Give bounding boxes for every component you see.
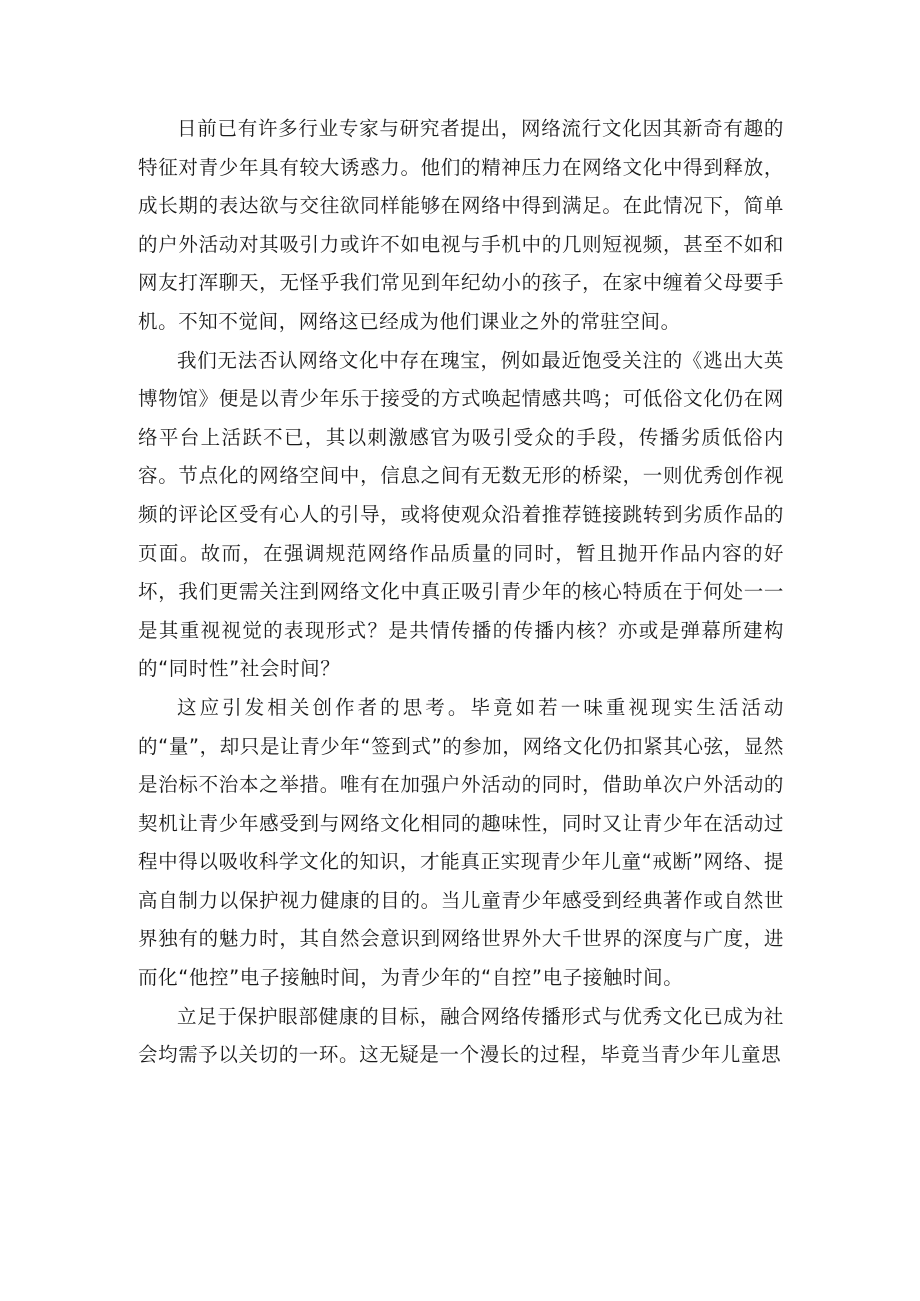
body-text (138, 110, 784, 1075)
paragraph-2: 我们无法否认网络文化中存在瑰宝，例如最近饱受关注的《逃出大英博物馆》便是以青少年乐于接受的方式唤起情感共鸣；可低俗文化仍在网络平台上活跃不已，其以刺激感官为吸引受众的手段，传播劣质低俗内容。节点化的网络空间中，信息之间有无数无形的桥梁，一则优秀创作视频的评论区受有心人的引导，或将使观众沿着推荐链接跳转到劣质作品的页面。故而，在强调规范网络作品质量的同时，暂且抛开作品内容的好坏，我们更需关注到网络文化中真正吸引青少年的核心特质在于何处一一是其重视视觉的表现形式？是共情传播的传播内核？亦或是弹幕所建构的“同时性”社会时间？ (138, 348, 784, 681)
paragraph-4: 立足于保护眼部健康的目标，融合网络传播形式与优秀文化已成为社会均需予以关切的一环。这无疑是一个漫长的过程，毕竟当青少年儿童思 (138, 1004, 784, 1067)
paragraph-3: 这应引发相关创作者的思考。毕竟如若一味重视现实生活活动的“量”，却只是让青少年“签到式”的参加，网络文化仍扣紧其心弦，显然是治标不治本之举措。唯有在加强户外活动的同时，借助单次户外活动的契机让青少年感受到与网络文化相同的趣味性，同时又让青少年在活动过程中得以吸收科学文化的知识，才能真正实现青少年儿童“戒断”网络、提高自制力以保护视力健康的目的。当儿童青少年感受到经典著作或自然世界独有的魅力时，其自然会意识到网络世界外大千世界的深度与广度，进而化“他控”电子接触时间，为青少年的“自控”电子接触时间。 (138, 695, 784, 990)
paragraph-1: 日前已有许多行业专家与研究者提出，网络流行文化因其新奇有趣的特征对青少年具有较大诱惑力。他们的精神压力在网络文化中得到释放，成长期的表达欲与交往欲同样能够在网络中得到满足。在此情况下，简单的户外活动对其吸引力或许不如电视与手机中的几则短视频，甚至不如和网友打浑聊天，无怪乎我们常见到年纪幼小的孩子，在家中缠着父母要手机。不知不觉间，网络这已经成为他们课业之外的常驻空间。 (138, 117, 784, 333)
